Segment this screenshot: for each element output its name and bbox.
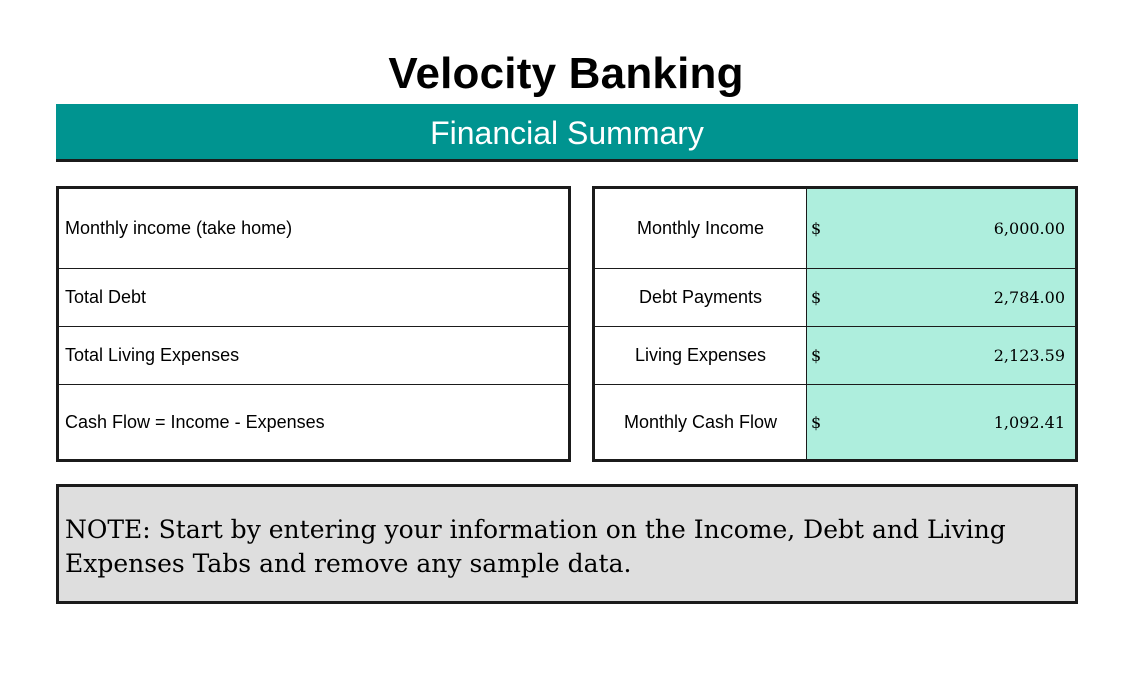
summary-label-cell[interactable]: Debt Payments (594, 269, 807, 327)
table-row (594, 327, 1077, 385)
table-row (58, 385, 570, 461)
table-row (58, 188, 570, 269)
table-row (58, 327, 570, 385)
amount-value: 1,092.41 (993, 412, 1065, 432)
currency-symbol: $ (811, 288, 822, 307)
summary-label-cell[interactable]: Monthly Income (594, 188, 807, 269)
summary-table (592, 186, 1078, 462)
section-banner: Financial Summary (56, 104, 1078, 162)
summary-label-cell[interactable]: Living Expenses (594, 327, 807, 385)
description-cell[interactable]: Cash Flow = Income - Expenses (65, 411, 325, 432)
description-cell[interactable]: Monthly income (take home) (58, 188, 570, 269)
table-row (594, 385, 1077, 461)
summary-label-cell[interactable]: Monthly Cash Flow (594, 385, 807, 461)
amount-value: 6,000.00 (993, 219, 1065, 238)
table-row (594, 188, 1077, 269)
currency-symbol: $ (811, 219, 822, 238)
table-row (58, 269, 570, 327)
page-title: Velocity Banking (388, 49, 744, 98)
table-row (594, 269, 1077, 327)
description-cell[interactable]: Total Living Expenses (58, 327, 570, 385)
description-cell[interactable]: Total Debt (58, 269, 570, 327)
summary-value-cell[interactable] (807, 188, 1077, 269)
summary-value-cell[interactable] (807, 327, 1077, 385)
currency-symbol: $ (811, 346, 822, 365)
summary-value-cell[interactable] (807, 385, 1077, 461)
amount-value: 2,784.00 (993, 288, 1065, 307)
amount-value: 2,123.59 (993, 346, 1065, 365)
summary-value-cell[interactable] (807, 269, 1077, 327)
note-box[interactable]: NOTE: Start by entering your information on the Income, Debt and Living Expenses Tabs and remove any sample data. (56, 484, 1078, 604)
description-table (56, 186, 571, 462)
currency-symbol: $ (811, 412, 822, 432)
